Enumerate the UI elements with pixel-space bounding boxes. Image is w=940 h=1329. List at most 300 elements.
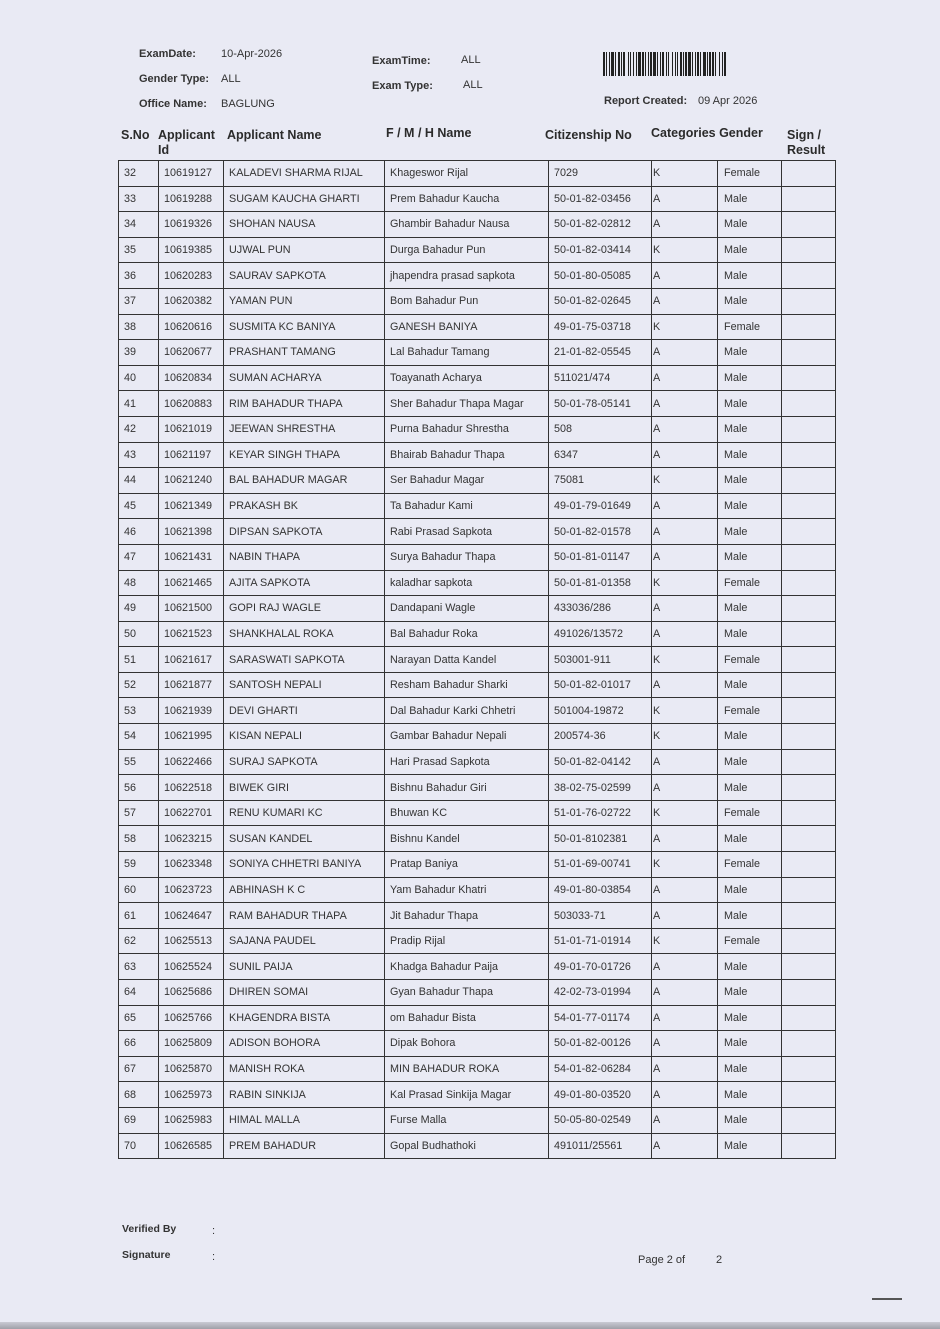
table-row	[119, 442, 836, 468]
cell-citizenship: 50-01-82-03414	[549, 237, 652, 263]
cell-sno: 54	[119, 724, 159, 750]
cell-sign-result[interactable]	[782, 621, 836, 647]
cell-applicant-id: 10622466	[159, 749, 224, 775]
cell-category: A	[652, 1031, 718, 1057]
cell-category: K	[652, 570, 718, 596]
table-row	[119, 698, 836, 724]
cell-category: A	[652, 1005, 718, 1031]
exam-date-label: ExamDate:	[139, 48, 196, 60]
cell-gender: Male	[718, 596, 782, 622]
cell-sign-result[interactable]	[782, 493, 836, 519]
cell-sign-result[interactable]	[782, 442, 836, 468]
cell-sno: 52	[119, 672, 159, 698]
cell-gender: Male	[718, 724, 782, 750]
cell-category: A	[652, 288, 718, 314]
cell-category: A	[652, 391, 718, 417]
cell-category: K	[652, 800, 718, 826]
table-row	[119, 749, 836, 775]
cell-sno: 48	[119, 570, 159, 596]
cell-applicant-name: SONIYA CHHETRI BANIYA	[224, 852, 385, 878]
cell-category: A	[652, 1082, 718, 1108]
office-name-value: BAGLUNG	[221, 98, 275, 110]
cell-citizenship: 50-01-82-02645	[549, 288, 652, 314]
cell-applicant-name: UJWAL PUN	[224, 237, 385, 263]
cell-category: A	[652, 340, 718, 366]
cell-applicant-name: MANISH ROKA	[224, 1056, 385, 1082]
cell-citizenship: 200574-36	[549, 724, 652, 750]
table-row	[119, 852, 836, 878]
cell-gender: Male	[718, 877, 782, 903]
cell-applicant-name: HIMAL MALLA	[224, 1107, 385, 1133]
cell-sign-result[interactable]	[782, 544, 836, 570]
cell-gender: Female	[718, 800, 782, 826]
applicant-table-body	[119, 161, 836, 1159]
exam-type-label: Exam Type:	[372, 80, 433, 92]
cell-applicant-id: 10621523	[159, 621, 224, 647]
cell-applicant-name: YAMAN PUN	[224, 288, 385, 314]
cell-category: A	[652, 442, 718, 468]
cell-citizenship: 38-02-75-02599	[549, 775, 652, 801]
table-row	[119, 391, 836, 417]
cell-category: A	[652, 775, 718, 801]
cell-category: A	[652, 826, 718, 852]
cell-citizenship: 49-01-80-03854	[549, 877, 652, 903]
cell-sno: 59	[119, 852, 159, 878]
cell-category: A	[652, 596, 718, 622]
exam-time-label: ExamTime:	[372, 55, 431, 67]
cell-category: A	[652, 1107, 718, 1133]
cell-sno: 64	[119, 980, 159, 1006]
cell-fmh-name: Sher Bahadur Thapa Magar	[385, 391, 549, 417]
cell-gender: Male	[718, 237, 782, 263]
verified-by-label: Verified By	[122, 1223, 177, 1235]
cell-fmh-name: Gyan Bahadur Thapa	[385, 980, 549, 1006]
cell-citizenship: 50-05-80-02549	[549, 1107, 652, 1133]
cell-fmh-name: kaladhar sapkota	[385, 570, 549, 596]
cell-citizenship: 51-01-69-00741	[549, 852, 652, 878]
cell-fmh-name: Pratap Baniya	[385, 852, 549, 878]
cell-category: A	[652, 186, 718, 212]
table-row	[119, 800, 836, 826]
cell-citizenship: 21-01-82-05545	[549, 340, 652, 366]
cell-sno: 61	[119, 903, 159, 929]
cell-sign-result[interactable]	[782, 1056, 836, 1082]
cell-gender: Female	[718, 570, 782, 596]
cell-fmh-name: Khageswor Rijal	[385, 161, 549, 187]
table-row	[119, 161, 836, 187]
col-header-sign-result	[787, 128, 825, 158]
table-row	[119, 1031, 836, 1057]
cell-sign-result[interactable]	[782, 596, 836, 622]
cell-sno: 67	[119, 1056, 159, 1082]
cell-category: A	[652, 212, 718, 238]
table-row	[119, 468, 836, 494]
cell-applicant-id: 10625686	[159, 980, 224, 1006]
cell-applicant-name: RENU KUMARI KC	[224, 800, 385, 826]
cell-gender: Male	[718, 442, 782, 468]
cell-category: A	[652, 672, 718, 698]
cell-sign-result[interactable]	[782, 288, 836, 314]
cell-category: A	[652, 416, 718, 442]
cell-sno: 35	[119, 237, 159, 263]
cell-applicant-name: DEVI GHARTI	[224, 698, 385, 724]
cell-fmh-name: Bishnu Bahadur Giri	[385, 775, 549, 801]
cell-sign-result[interactable]	[782, 877, 836, 903]
cell-fmh-name: Bhairab Bahadur Thapa	[385, 442, 549, 468]
cell-fmh-name: Bal Bahadur Roka	[385, 621, 549, 647]
cell-applicant-name: SUGAM KAUCHA GHARTI	[224, 186, 385, 212]
cell-category: K	[652, 647, 718, 673]
col-header-applicant-id	[158, 128, 215, 158]
cell-applicant-id: 10621995	[159, 724, 224, 750]
cell-applicant-id: 10621431	[159, 544, 224, 570]
cell-gender: Male	[718, 1056, 782, 1082]
cell-sno: 69	[119, 1107, 159, 1133]
cell-fmh-name: Narayan Datta Kandel	[385, 647, 549, 673]
cell-sign-result[interactable]	[782, 314, 836, 340]
cell-applicant-name: GOPI RAJ WAGLE	[224, 596, 385, 622]
cell-applicant-name: SUSAN KANDEL	[224, 826, 385, 852]
cell-sign-result[interactable]	[782, 161, 836, 187]
cell-applicant-id: 10621500	[159, 596, 224, 622]
cell-sign-result[interactable]	[782, 724, 836, 750]
cell-gender: Female	[718, 698, 782, 724]
cell-fmh-name: Dal Bahadur Karki Chhetri	[385, 698, 549, 724]
cell-applicant-name: ADISON BOHORA	[224, 1031, 385, 1057]
cell-sign-result[interactable]	[782, 570, 836, 596]
cell-applicant-id: 10621197	[159, 442, 224, 468]
cell-applicant-id: 10619288	[159, 186, 224, 212]
cell-applicant-id: 10620616	[159, 314, 224, 340]
cell-gender: Male	[718, 1107, 782, 1133]
cell-applicant-name: AJITA SAPKOTA	[224, 570, 385, 596]
cell-gender: Male	[718, 980, 782, 1006]
cell-sign-result[interactable]	[782, 263, 836, 289]
table-row	[119, 493, 836, 519]
table-row	[119, 877, 836, 903]
cell-applicant-id: 10620834	[159, 365, 224, 391]
cell-fmh-name: Lal Bahadur Tamang	[385, 340, 549, 366]
cell-sign-result[interactable]	[782, 365, 836, 391]
cell-gender: Female	[718, 647, 782, 673]
cell-sign-result[interactable]	[782, 237, 836, 263]
table-row	[119, 570, 836, 596]
cell-gender: Male	[718, 544, 782, 570]
cell-gender: Male	[718, 263, 782, 289]
cell-citizenship: 50-01-8102381	[549, 826, 652, 852]
col-header-citizenship: Citizenship No	[545, 128, 632, 142]
page-total: 2	[716, 1254, 723, 1266]
cell-sno: 33	[119, 186, 159, 212]
cell-applicant-name: PREM BAHADUR	[224, 1133, 385, 1159]
cell-sign-result[interactable]	[782, 672, 836, 698]
cell-fmh-name: Toayanath Acharya	[385, 365, 549, 391]
cell-sno: 66	[119, 1031, 159, 1057]
cell-citizenship: 54-01-77-01174	[549, 1005, 652, 1031]
cell-citizenship: 49-01-70-01726	[549, 954, 652, 980]
exam-time-value: ALL	[461, 54, 481, 66]
cell-gender: Male	[718, 1082, 782, 1108]
cell-fmh-name: Gambar Bahadur Nepali	[385, 724, 549, 750]
cell-sno: 68	[119, 1082, 159, 1108]
exam-date-value: 10-Apr-2026	[221, 48, 283, 60]
cell-fmh-name: Bishnu Kandel	[385, 826, 549, 852]
cell-applicant-id: 10619326	[159, 212, 224, 238]
cell-gender: Male	[718, 749, 782, 775]
cell-category: K	[652, 724, 718, 750]
table-row	[119, 596, 836, 622]
cell-sno: 63	[119, 954, 159, 980]
cell-applicant-id: 10624647	[159, 903, 224, 929]
cell-applicant-id: 10621465	[159, 570, 224, 596]
cell-citizenship: 49-01-80-03520	[549, 1082, 652, 1108]
cell-citizenship: 503033-71	[549, 903, 652, 929]
cell-sign-result[interactable]	[782, 980, 836, 1006]
table-row	[119, 1005, 836, 1031]
cell-applicant-id: 10621617	[159, 647, 224, 673]
cell-gender: Male	[718, 288, 782, 314]
cell-sno: 34	[119, 212, 159, 238]
cell-category: A	[652, 980, 718, 1006]
cell-sign-result[interactable]	[782, 186, 836, 212]
table-row	[119, 237, 836, 263]
cell-category: A	[652, 954, 718, 980]
cell-citizenship: 50-01-78-05141	[549, 391, 652, 417]
cell-citizenship: 511021/474	[549, 365, 652, 391]
cell-sign-result[interactable]	[782, 519, 836, 545]
cell-sign-result[interactable]	[782, 468, 836, 494]
cell-fmh-name: MIN BAHADUR ROKA	[385, 1056, 549, 1082]
cell-citizenship: 54-01-82-06284	[549, 1056, 652, 1082]
cell-gender: Male	[718, 468, 782, 494]
cell-gender: Male	[718, 365, 782, 391]
cell-sign-result[interactable]	[782, 1133, 836, 1159]
cell-fmh-name: Yam Bahadur Khatri	[385, 877, 549, 903]
cell-category: A	[652, 903, 718, 929]
cell-fmh-name: Furse Malla	[385, 1107, 549, 1133]
cell-sign-result[interactable]	[782, 1031, 836, 1057]
cell-sno: 44	[119, 468, 159, 494]
cell-applicant-name: SHANKHALAL ROKA	[224, 621, 385, 647]
cell-citizenship: 503001-911	[549, 647, 652, 673]
cell-sign-result[interactable]	[782, 1082, 836, 1108]
cell-fmh-name: Kal Prasad Sinkija Magar	[385, 1082, 549, 1108]
cell-applicant-id: 10621939	[159, 698, 224, 724]
cell-citizenship: 50-01-82-01578	[549, 519, 652, 545]
cell-applicant-name: BIWEK GIRI	[224, 775, 385, 801]
cell-applicant-name: KEYAR SINGH THAPA	[224, 442, 385, 468]
cell-sign-result[interactable]	[782, 391, 836, 417]
cell-applicant-name: SHOHAN NAUSA	[224, 212, 385, 238]
cell-sign-result[interactable]	[782, 852, 836, 878]
verified-by-colon: :	[212, 1225, 216, 1237]
cell-sign-result[interactable]	[782, 647, 836, 673]
table-row	[119, 928, 836, 954]
cell-sno: 39	[119, 340, 159, 366]
cell-fmh-name: Ta Bahadur Kami	[385, 493, 549, 519]
cell-citizenship: 433036/286	[549, 596, 652, 622]
cell-category: A	[652, 263, 718, 289]
col-header-applicant-name: Applicant Name	[227, 128, 322, 142]
cell-fmh-name: Dipak Bohora	[385, 1031, 549, 1057]
cell-gender: Male	[718, 903, 782, 929]
cell-citizenship: 51-01-71-01914	[549, 928, 652, 954]
cell-sno: 70	[119, 1133, 159, 1159]
cell-applicant-id: 10625809	[159, 1031, 224, 1057]
cell-applicant-id: 10623723	[159, 877, 224, 903]
cell-fmh-name: Purna Bahadur Shrestha	[385, 416, 549, 442]
cell-fmh-name: GANESH BANIYA	[385, 314, 549, 340]
cell-fmh-name: Prem Bahadur Kaucha	[385, 186, 549, 212]
cell-gender: Male	[718, 212, 782, 238]
cell-sno: 51	[119, 647, 159, 673]
cell-citizenship: 491011/25561	[549, 1133, 652, 1159]
cell-applicant-name: SAJANA PAUDEL	[224, 928, 385, 954]
exam-type-value: ALL	[463, 79, 483, 91]
cell-sign-result[interactable]	[782, 749, 836, 775]
cell-sno: 38	[119, 314, 159, 340]
cell-gender: Male	[718, 672, 782, 698]
table-row	[119, 340, 836, 366]
cell-sno: 40	[119, 365, 159, 391]
table-row	[119, 826, 836, 852]
cell-applicant-id: 10625513	[159, 928, 224, 954]
cell-applicant-name: SAURAV SAPKOTA	[224, 263, 385, 289]
cell-fmh-name: jhapendra prasad sapkota	[385, 263, 549, 289]
cell-sign-result[interactable]	[782, 954, 836, 980]
cell-category: A	[652, 493, 718, 519]
page-number-label: Page 2 of	[638, 1254, 686, 1266]
table-row	[119, 980, 836, 1006]
applicant-table	[118, 160, 836, 1159]
cell-category: K	[652, 314, 718, 340]
cell-sno: 41	[119, 391, 159, 417]
cell-applicant-id: 10621019	[159, 416, 224, 442]
cell-fmh-name: Pradip Rijal	[385, 928, 549, 954]
cell-category: K	[652, 852, 718, 878]
cell-gender: Male	[718, 416, 782, 442]
cell-sign-result[interactable]	[782, 416, 836, 442]
table-row	[119, 672, 836, 698]
cell-gender: Female	[718, 314, 782, 340]
cell-citizenship: 50-01-81-01147	[549, 544, 652, 570]
cell-applicant-id: 10626585	[159, 1133, 224, 1159]
cell-sign-result[interactable]	[782, 698, 836, 724]
col-header-fmh-name: F / M / H Name	[386, 126, 472, 140]
cell-citizenship: 75081	[549, 468, 652, 494]
col-header-applicant-id-line2: Id	[158, 143, 170, 157]
cell-sign-result[interactable]	[782, 800, 836, 826]
cell-applicant-name: DIPSAN SAPKOTA	[224, 519, 385, 545]
cell-gender: Male	[718, 1031, 782, 1057]
cell-applicant-id: 10625973	[159, 1082, 224, 1108]
cell-citizenship: 50-01-82-04142	[549, 749, 652, 775]
cell-sign-result[interactable]	[782, 775, 836, 801]
cell-category: A	[652, 519, 718, 545]
cell-applicant-name: SARASWATI SAPKOTA	[224, 647, 385, 673]
cell-sign-result[interactable]	[782, 826, 836, 852]
cell-citizenship: 50-01-82-01017	[549, 672, 652, 698]
cell-applicant-name: SUMAN ACHARYA	[224, 365, 385, 391]
cell-applicant-id: 10620883	[159, 391, 224, 417]
cell-applicant-id: 10621349	[159, 493, 224, 519]
cell-applicant-id: 10623215	[159, 826, 224, 852]
cell-category: A	[652, 1056, 718, 1082]
cell-citizenship: 50-01-82-00126	[549, 1031, 652, 1057]
cell-category: K	[652, 698, 718, 724]
signature-label: Signature	[122, 1249, 171, 1261]
cell-applicant-name: KALADEVI SHARMA RIJAL	[224, 161, 385, 187]
col-header-applicant-id-line1: Applicant	[158, 128, 215, 142]
cell-sign-result[interactable]	[782, 340, 836, 366]
cell-applicant-id: 10620283	[159, 263, 224, 289]
cell-citizenship: 42-02-73-01994	[549, 980, 652, 1006]
cell-citizenship: 51-01-76-02722	[549, 800, 652, 826]
table-row	[119, 365, 836, 391]
col-header-sno: S.No	[121, 128, 150, 142]
col-header-sign-line2: Result	[787, 143, 826, 157]
cell-sign-result[interactable]	[782, 928, 836, 954]
cell-citizenship: 49-01-75-03718	[549, 314, 652, 340]
table-row	[119, 724, 836, 750]
scan-mark	[872, 1298, 902, 1300]
table-row	[119, 775, 836, 801]
cell-gender: Male	[718, 519, 782, 545]
cell-sno: 47	[119, 544, 159, 570]
cell-fmh-name: Gopal Budhathoki	[385, 1133, 549, 1159]
table-row	[119, 1133, 836, 1159]
cell-category: A	[652, 621, 718, 647]
cell-applicant-name: RIM BAHADUR THAPA	[224, 391, 385, 417]
cell-citizenship: 50-01-82-03456	[549, 186, 652, 212]
cell-category: A	[652, 365, 718, 391]
cell-applicant-id: 10620382	[159, 288, 224, 314]
cell-applicant-name: SUNIL PAIJA	[224, 954, 385, 980]
cell-citizenship: 50-01-81-01358	[549, 570, 652, 596]
cell-category: A	[652, 1133, 718, 1159]
cell-applicant-name: JEEWAN SHRESTHA	[224, 416, 385, 442]
cell-category: K	[652, 237, 718, 263]
cell-sno: 37	[119, 288, 159, 314]
cell-fmh-name: Hari Prasad Sapkota	[385, 749, 549, 775]
cell-sno: 53	[119, 698, 159, 724]
cell-citizenship: 6347	[549, 442, 652, 468]
cell-sign-result[interactable]	[782, 1107, 836, 1133]
cell-applicant-name: RAM BAHADUR THAPA	[224, 903, 385, 929]
cell-gender: Male	[718, 826, 782, 852]
cell-category: K	[652, 928, 718, 954]
cell-applicant-name: PRASHANT TAMANG	[224, 340, 385, 366]
cell-applicant-id: 10623348	[159, 852, 224, 878]
cell-sno: 56	[119, 775, 159, 801]
cell-citizenship: 491026/13572	[549, 621, 652, 647]
cell-sno: 32	[119, 161, 159, 187]
cell-applicant-name: RABIN SINKIJA	[224, 1082, 385, 1108]
cell-applicant-id: 10619385	[159, 237, 224, 263]
cell-fmh-name: Surya Bahadur Thapa	[385, 544, 549, 570]
table-row	[119, 1107, 836, 1133]
cell-sign-result[interactable]	[782, 1005, 836, 1031]
cell-sign-result[interactable]	[782, 212, 836, 238]
cell-fmh-name: Ser Bahadur Magar	[385, 468, 549, 494]
table-row	[119, 647, 836, 673]
cell-sign-result[interactable]	[782, 903, 836, 929]
cell-applicant-name: DHIREN SOMAI	[224, 980, 385, 1006]
table-row	[119, 186, 836, 212]
cell-sno: 46	[119, 519, 159, 545]
cell-fmh-name: Durga Bahadur Pun	[385, 237, 549, 263]
cell-sno: 50	[119, 621, 159, 647]
